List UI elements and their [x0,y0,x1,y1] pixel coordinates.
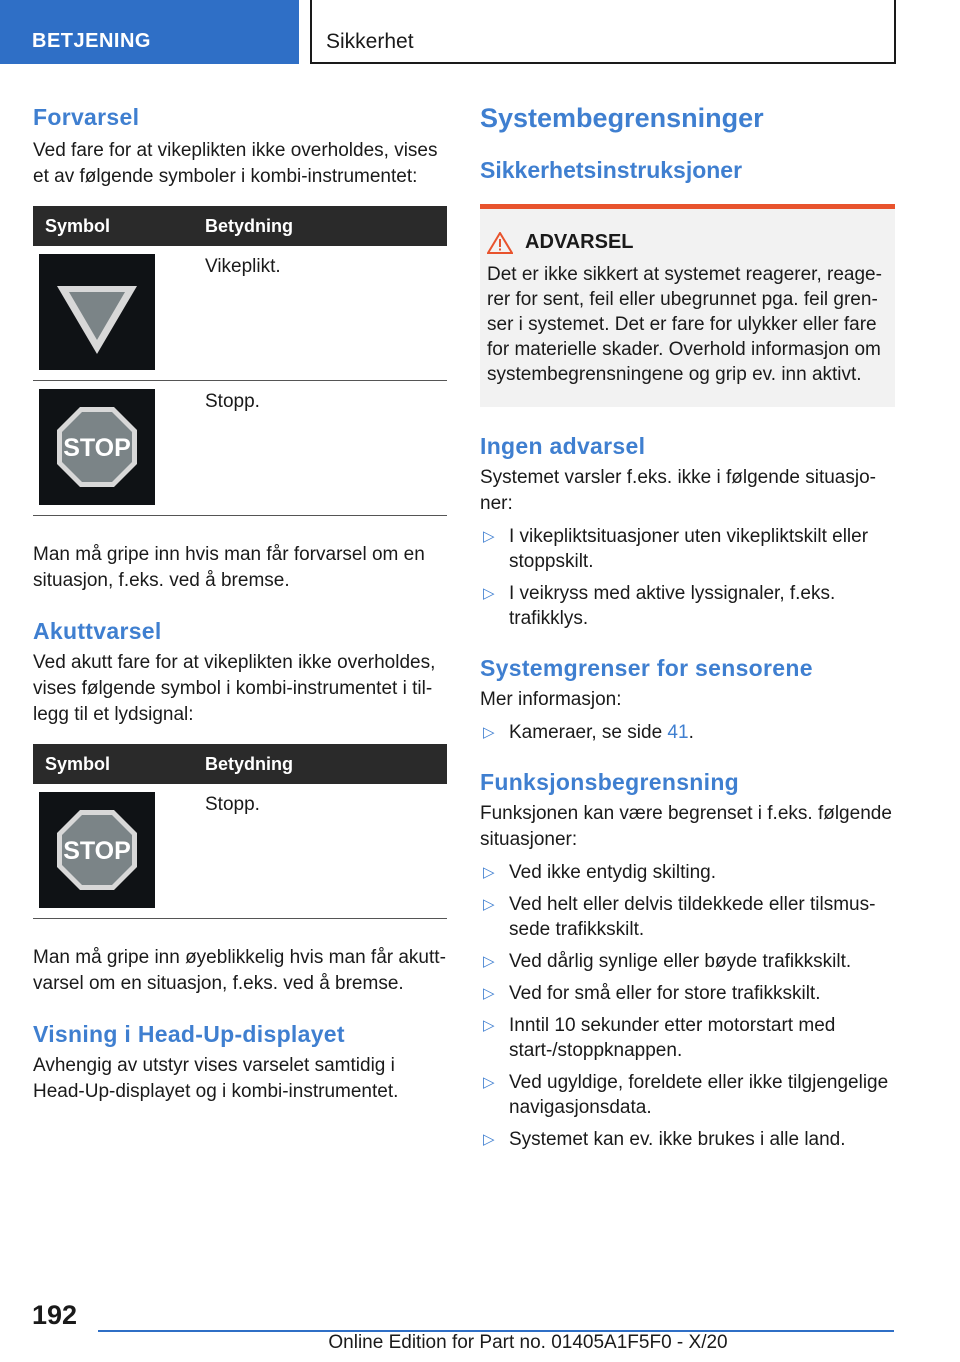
yield-sign-icon [39,254,155,370]
subtitle: Sikkerhetsinstruksjoner [480,157,743,183]
symbol-table-2 [33,744,447,919]
table-row [33,784,447,919]
meaning-cell: Stopp. [205,391,260,412]
hud-heading: Visning i Head-Up-displayet [33,1021,345,1047]
funksjon-heading: Funksjonsbegrensning [480,769,740,795]
funksjon-text: Funksjonen kan være begrenset i f.eks. følgende situasjoner: [480,803,892,850]
header-symbol: Symbol [45,753,111,774]
warning-text: Det er ikke sikkert at systemet reagerer, reagerer for sent, feil eller ubegrunnet pga. feil grenser i systemet. Det er fare for ulykker eller fare for materielle skader. Overhold informasjon om systembegrensningene og grip ev. inn aktivt. [487,264,882,385]
bullet-icon: ▷ [483,1131,495,1148]
forvarsel-after-text: Man må gripe inn hvis man får forvarsel om en situasjon, f.eks. ved å bremse. [33,544,425,591]
right-column [480,100,895,1152]
ingen-advarsel-list [480,524,895,631]
akutt-after-text: Man må gripe inn øyeblikkelig hvis man får akuttvarsel om en situasjon, f.eks. ved å bremse. [33,947,446,994]
akuttvarsel-text: Ved akutt fare for at vikeplikten ikke overholdes, vises følgende symbol i kombi-instrumentet i tillegg til et lydsignal: [33,652,436,725]
table-header [33,206,447,246]
bullet-icon: ▷ [483,1074,495,1091]
warning-label: ADVARSEL [525,231,634,253]
bullet-icon: ▷ [483,985,495,1002]
forvarsel-text: Ved fare for at vikeplikten ikke overholdes, vises et av følgende symboler i kombi-instrumentet: [33,140,438,187]
meaning-cell: Stopp. [205,794,260,815]
header-betydning: Betydning [205,215,293,236]
bullet-icon: ▷ [483,953,495,970]
list-item: ▷ Ved helt eller delvis tildekkede eller tilsmussede trafikkskilt. [483,894,876,940]
bullet-icon: ▷ [483,724,495,741]
hud-text: Avhengig av utstyr vises varselet samtidig i Head-Up-displayet og i kombi-instrumentet. [33,1055,399,1102]
table-row [33,246,447,381]
bullet-icon: ▷ [483,1017,495,1034]
list-item: ▷ I vikepliktsituasjoner uten vikepliktskilt eller stoppskilt. [483,526,869,572]
section-title: Sikkerhet [310,0,896,64]
chapter-tab: BETJENING [0,0,299,64]
stop-sign-icon [39,389,155,505]
list-item: ▷ Inntil 10 sekunder etter motorstart med start-/stoppknappen. [483,1015,836,1061]
forvarsel-heading: Forvarsel [33,104,140,130]
list-item: ▷ Kameraer, se side 41. [483,722,694,743]
footer-edition: Online Edition for Part no. 01405A1F5F0 - X/20 [328,1332,728,1353]
warning-box [480,204,895,407]
page-link[interactable]: 41 [667,722,689,743]
page-number: 192 [32,1300,78,1330]
akuttvarsel-heading: Akuttvarsel [33,618,162,644]
symbol-table-1 [33,206,447,516]
funksjon-list [480,860,895,1152]
sensor-heading: Systemgrenser for sensorene [480,655,813,681]
meaning-cell: Vikeplikt. [205,256,281,277]
page-title: Systembegrensninger [480,103,764,133]
list-item: ▷ Systemet kan ev. ikke brukes i alle land. [483,1129,846,1150]
stop-sign-text: STOP [63,434,131,462]
header-betydning: Betydning [205,753,293,774]
left-column [33,100,447,1105]
bullet-icon: ▷ [483,585,495,602]
list-item: ▷ Ved for små eller for store trafikkskilt. [483,983,821,1004]
header-symbol: Symbol [45,215,111,236]
bullet-icon: ▷ [483,528,495,545]
list-item: ▷ Ved ugyldige, foreldete eller ikke tilgjengelige navigasjonsdata. [483,1072,889,1118]
list-item: ▷ Ved dårlig synlige eller bøyde trafikkskilt. [483,951,852,972]
ingen-advarsel-text: Systemet varsler f.eks. ikke i følgende situasjoner: [480,467,876,514]
warning-triangle-icon [487,232,513,254]
stop-sign-icon [39,792,155,908]
table-header [33,744,447,784]
table-row [33,381,447,516]
sensor-list [480,720,895,745]
stop-sign-text: STOP [63,837,131,865]
ingen-advarsel-heading: Ingen advarsel [480,433,646,459]
bullet-icon: ▷ [483,864,495,881]
list-item: ▷ Ved ikke entydig skilting. [483,862,717,883]
bullet-icon: ▷ [483,896,495,913]
list-item: ▷ I veikryss med aktive lyssignaler, f.eks. trafikklys. [483,583,836,629]
sensor-text: Mer informasjon: [480,689,622,710]
